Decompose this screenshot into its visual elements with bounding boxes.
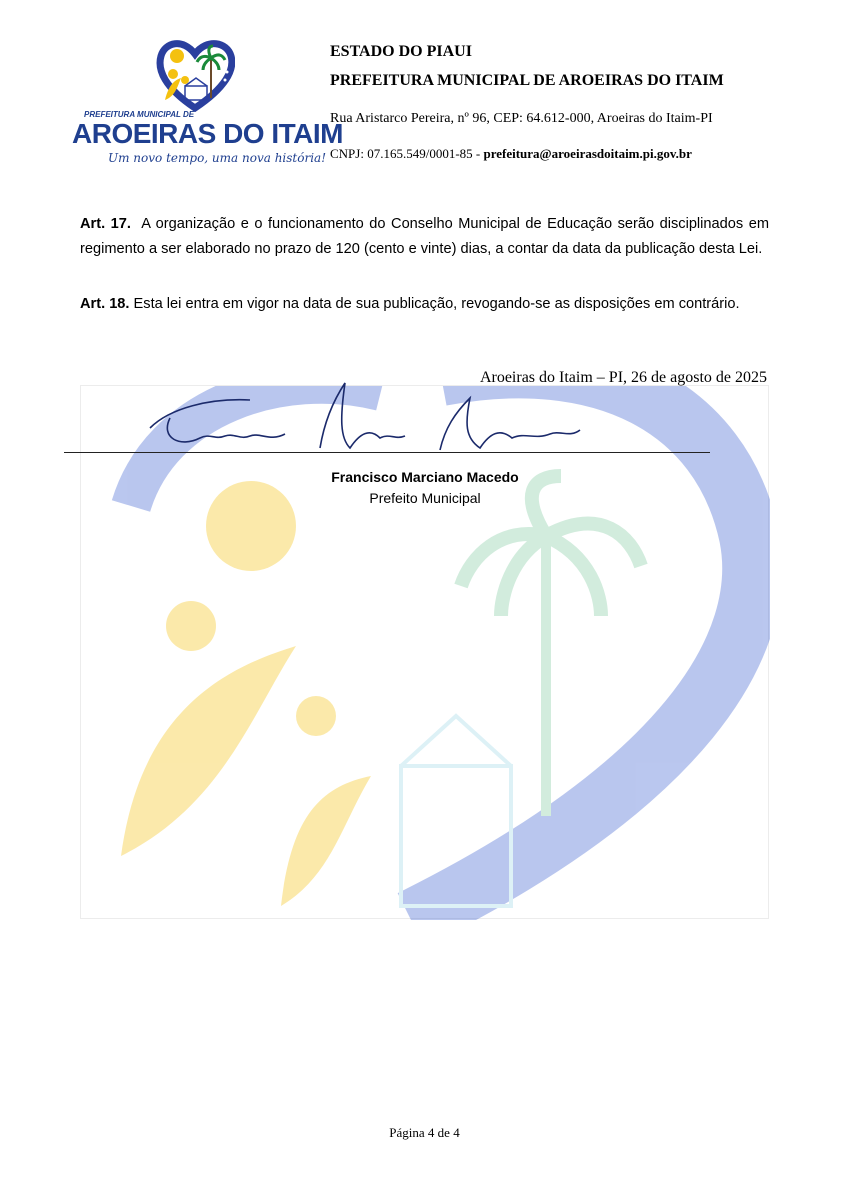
header-address: Rua Aristarco Pereira, nº 96, CEP: 64.612-000, Aroeiras do Itaim-PI: [330, 111, 713, 126]
logo-slogan: Um novo tempo, uma nova história!: [108, 151, 327, 165]
municipal-logo: [70, 38, 343, 170]
article-number: Art. 18.: [80, 296, 130, 312]
header-state: ESTADO DO PIAUI: [330, 43, 472, 60]
article-number: Art. 17.: [80, 216, 131, 232]
handwritten-signature-icon: [140, 378, 600, 458]
article-text: Esta lei entra em vigor na data de sua publicação, revogando-se as disposições em contrário.: [133, 296, 740, 312]
signer-name: Francisco Marciano Macedo: [331, 469, 519, 485]
header-cnpj: [330, 146, 692, 162]
watermark-heart-icon: [81, 386, 770, 920]
article-18: [80, 292, 769, 317]
header-prefeitura: PREFEITURA MUNICIPAL DE AROEIRAS DO ITAIM: [330, 72, 724, 89]
article-17: [80, 212, 769, 261]
place-date: Aroeiras do Itaim – PI, 26 de agosto de 2025: [479, 369, 767, 386]
logo-small-text: PREFEITURA MUNICIPAL DE: [84, 110, 195, 119]
header-email: prefeitura@aroeirasdoitaim.pi.gov.br: [483, 146, 692, 161]
page-number: Página 4 de 4: [389, 1125, 460, 1140]
watermark-box: [80, 385, 769, 919]
article-text: A organização e o funcionamento do Conselho Municipal de Educação serão disciplinados em regimento a ser elaborado no prazo de 120 (cento e vinte) dias, a contar da data da publicação desta Lei.: [80, 216, 769, 257]
heart-logo-icon: [155, 38, 235, 112]
logo-name: AROEIRAS DO ITAIM: [72, 118, 343, 149]
signer-title: Prefeito Municipal: [369, 490, 481, 506]
cnpj-text: CNPJ: 07.165.549/0001-85 -: [330, 146, 484, 161]
